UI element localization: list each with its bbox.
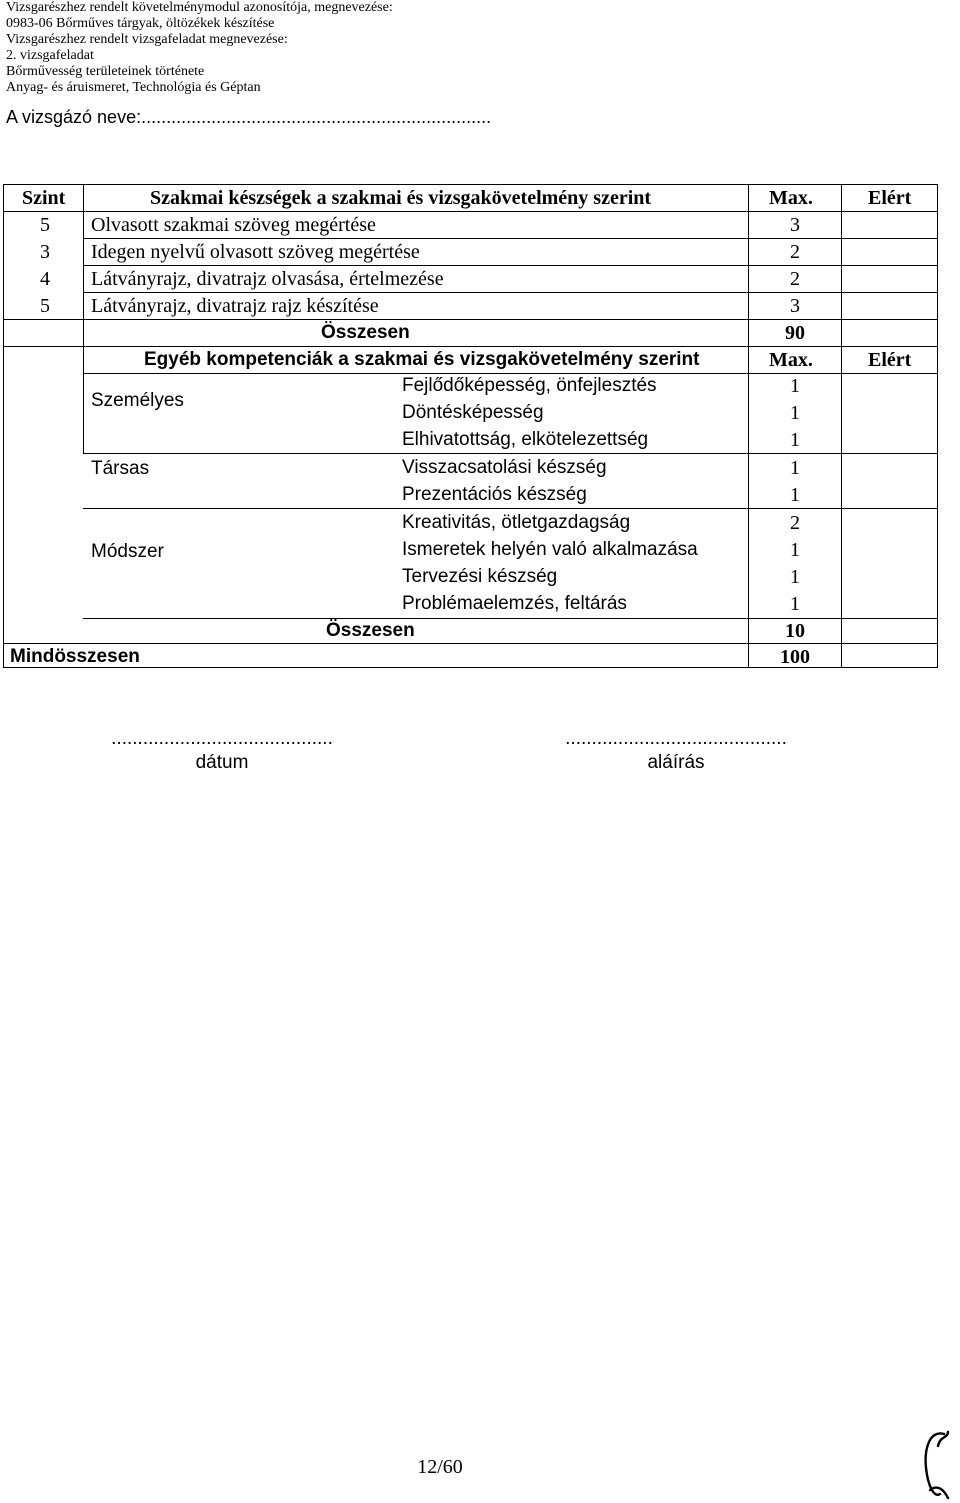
competency-max: 1 xyxy=(790,429,800,451)
header-level: Szint xyxy=(22,187,66,209)
row-max: 3 xyxy=(790,295,800,317)
group-method: Módszer xyxy=(91,541,164,562)
competency-item: Ismeretek helyén való alkalmazása xyxy=(402,539,698,560)
header-max: Max. xyxy=(769,187,813,209)
document-header xyxy=(6,0,393,96)
row-skill: Látványrajz, divatrajz rajz készítése xyxy=(91,295,379,317)
subtotal-label: Összesen xyxy=(321,322,410,343)
header-achieved: Elért xyxy=(868,187,912,209)
header-line: 2. vizsgafeladat xyxy=(6,48,94,63)
header-skills: Szakmai készségek a szakmai és vizsgakövetelmény szerint xyxy=(150,187,652,209)
row-skill: Idegen nyelvű olvasott szöveg megértése xyxy=(91,241,420,263)
competency-max: 2 xyxy=(790,512,800,534)
group-personal: Személyes xyxy=(91,390,184,411)
header-line: Vizsgarészhez rendelt vizsgafeladat megnevezése: xyxy=(6,32,288,47)
page-number: 12/60 xyxy=(417,1456,463,1478)
competency-max-header: Max. xyxy=(769,349,813,371)
row-max: 2 xyxy=(790,241,800,263)
row-max: 2 xyxy=(790,268,800,290)
competency-achieved-header: Elért xyxy=(868,349,912,371)
date-label: dátum xyxy=(195,752,249,773)
competency-item: Tervezési készség xyxy=(402,566,558,587)
row-level: 3 xyxy=(40,241,50,263)
date-dots: .......................................... xyxy=(111,728,333,749)
header-line: Vizsgarészhez rendelt követelménymodul azonosítója, megnevezése: xyxy=(6,0,393,15)
competency-subtotal-max: 10 xyxy=(785,620,805,642)
signature-label: aláírás xyxy=(647,752,705,773)
evaluation-table xyxy=(3,184,938,668)
header-line: Bőrművesség területeinek története xyxy=(6,64,205,79)
competency-max: 1 xyxy=(790,375,800,397)
row-max: 3 xyxy=(790,214,800,236)
examinee-name-field: A vizsgázó neve:...................................................................... xyxy=(6,107,492,127)
row-level: 4 xyxy=(40,268,50,290)
signature-field xyxy=(526,727,826,775)
handwritten-signature xyxy=(918,1428,954,1502)
subtotal-max: 90 xyxy=(785,322,805,344)
header-line: 0983-06 Bőrműves tárgyak, öltözékek készítése xyxy=(6,16,275,31)
row-level: 5 xyxy=(40,295,50,317)
competency-item: Kreativitás, ötletgazdagság xyxy=(402,512,631,533)
row-skill: Látványrajz, divatrajz olvasása, értelmezése xyxy=(91,268,444,290)
header-line: Anyag- és áruismeret, Technológia és Géptan xyxy=(6,80,261,95)
signature-dots: .......................................... xyxy=(565,728,787,749)
competency-max: 1 xyxy=(790,484,800,506)
competency-item: Fejlődőképesség, önfejlesztés xyxy=(402,375,657,396)
competency-max: 1 xyxy=(790,402,800,424)
grand-total-max: 100 xyxy=(780,646,810,668)
competency-item: Visszacsatolási készség xyxy=(402,457,607,478)
date-field xyxy=(72,727,372,775)
competency-subtotal-label: Összesen xyxy=(326,620,415,641)
competency-max: 1 xyxy=(790,539,800,561)
group-social: Társas xyxy=(91,458,150,479)
competency-item: Döntésképesség xyxy=(402,402,544,423)
competency-item: Prezentációs készség xyxy=(402,484,587,505)
competency-max: 1 xyxy=(790,566,800,588)
row-level: 5 xyxy=(40,214,50,236)
competency-item: Elhivatottság, elkötelezettség xyxy=(402,429,649,450)
competency-max: 1 xyxy=(790,593,800,615)
competency-header: Egyéb kompetenciák a szakmai és vizsgakövetelmény szerint xyxy=(144,349,700,370)
grand-total-label: Mindösszesen xyxy=(10,646,140,667)
competency-max: 1 xyxy=(790,457,800,479)
row-skill: Olvasott szakmai szöveg megértése xyxy=(91,214,376,236)
competency-item: Problémaelemzés, feltárás xyxy=(402,593,627,614)
